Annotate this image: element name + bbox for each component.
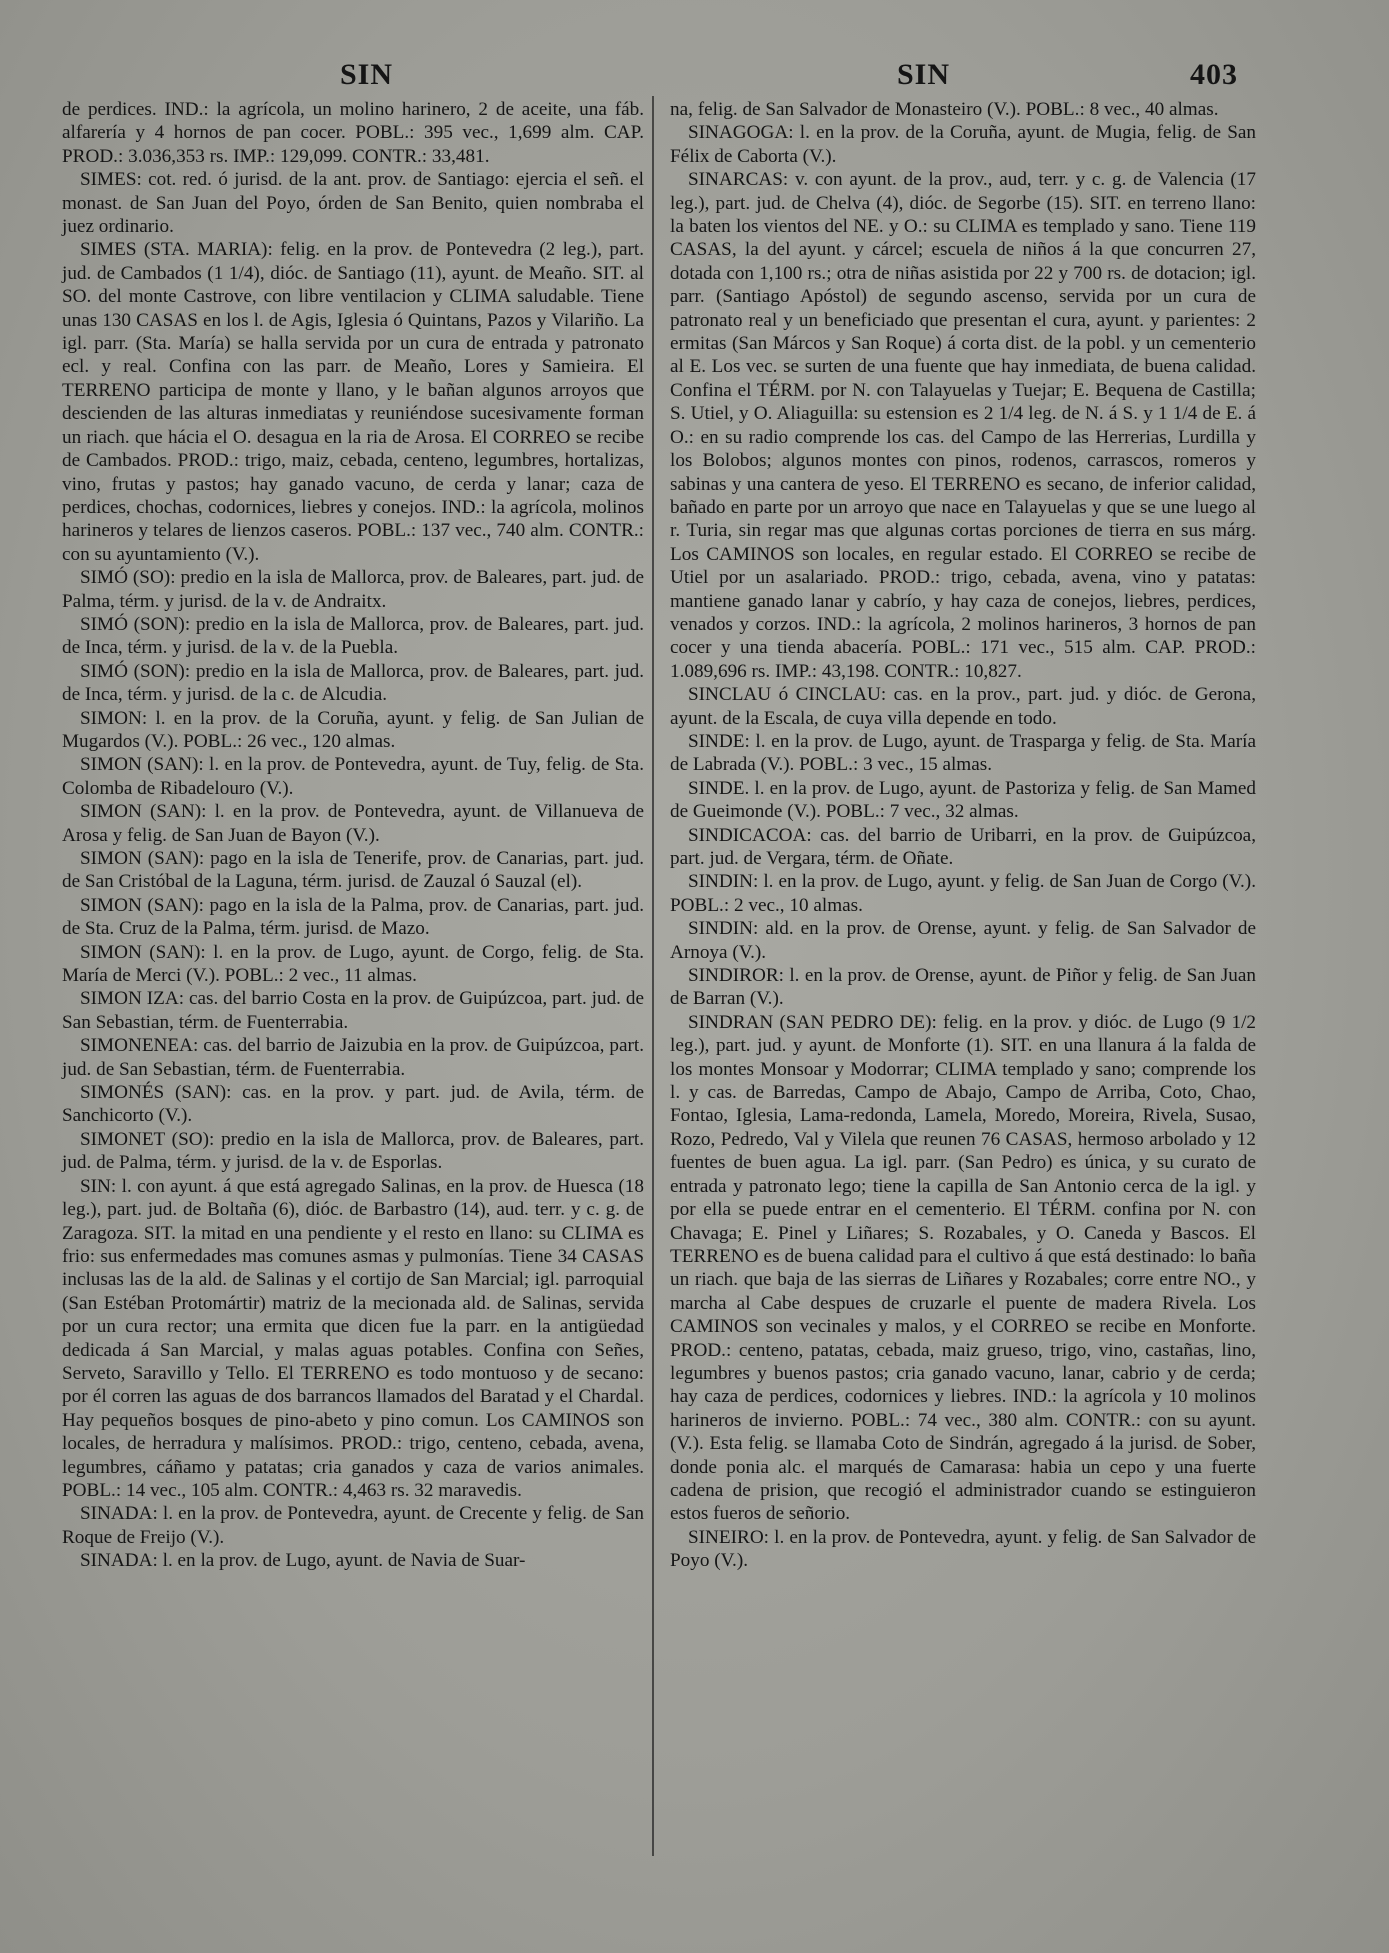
entry-sindiror: SINDIROR: l. en la prov. de Orense, ayunt. de Piñor y felig. de San Juan de Barran (V.).	[670, 965, 1256, 1010]
entry-sindran: SINDRAN (SAN PEDRO DE): felig. en la prov. y dióc. de Lugo (9 1/2 leg.), part. jud. y ayunt. de Monforte (1). SIT. en una llanura á la falda de los montes Monsoar y Modorrar; CLIMA templado y sano; comprende los l. y cas. de Barredas, Campo de Abajo, Campo de Arriba, Coto, Chao, Fontao, Iglesia, Lama-redonda, Lamela, Moredo, Moreira, Rivela, Susao, Rozo, Pedredo, Val y Vilela que reunen 76 CASAS, hermoso arbolado y 12 fuentes de buen agua. La igl. parr. (San Pedro) es única, y su curato de entrada y patronato lego; tiene la capilla de San Antonio cerca de la igl. y por ella se puede entrar en el cementerio. El TÉRM. confina por N. con Chavaga; E. Pinel y Liñares; S. Rozabales, y O. Caneda y Bascos. El TERRENO es de buena calidad para el cultivo á que está destinado: lo baña un riach. que baja de las sierras de Liñares y Rozabales; corre entre NO., y marcha al Cabe despues de cruzarle el puente de madera Rivela. Los CAMINOS son vecinales y malos, y el CORREO se recibe en Monforte. PROD.: centeno, patatas, cebada, maiz grueso, trigo, vino, castañas, lino, legumbres y buenos pastos; cria ganado vacuno, lanar, cabrio y de cerda; hay caza de perdices, codornices y liebres. IND.: la agrícola y 10 molinos harineros de invierno. POBL.: 74 vec., 380 alm. CONTR.: con su ayunt. (V.). Esta felig. se llamaba Coto de Sindrán, agregado á la jurisd. de Sober, donde ponia alc. el marqués de Camarasa: habia un cepo y una fuerte cadena de prision, que recogió el administrador cuando se estinguieron estos fueros de señorio.	[670, 1011, 1256, 1525]
entry-simo-son-alcudia: SIMÓ (SON): predio en la isla de Mallorca, prov. de Baleares, part. jud. de Inca, térm. y jurisd. de la c. de Alcudia.	[62, 660, 644, 706]
entry-simo-son-puebla: SIMÓ (SON): predio en la isla de Mallorca, prov. de Baleares, part. jud. de Inca, térm. y jurisd. de la v. de la Puebla.	[62, 613, 644, 659]
header-left-word: SIN	[340, 58, 394, 91]
entry-simon-iza: SIMON IZA: cas. del barrio Costa en la prov. de Guipúzcoa, part. jud. de San Sebastian, térm. de Fuenterrabia.	[62, 988, 644, 1033]
entry-sineiro: SINEIRO: l. en la prov. de Pontevedra, ayunt. y felig. de San Salvador de Poyo (V.).	[670, 1526, 1256, 1572]
entry-simones: SIMONÉS (SAN): cas. en la prov. y part. jud. de Avila, térm. de Sanchicorto (V.).	[62, 1082, 644, 1127]
right-column	[670, 98, 1256, 1573]
entry-sindin-lugo: SINDIN: l. en la prov. de Lugo, ayunt. y felig. de San Juan de Corgo (V.). POBL.: 2 vec., 10 almas.	[670, 871, 1256, 916]
entry-sindin-orense: SINDIN: ald. en la prov. de Orense, ayunt. y felig. de San Salvador de Arnoya (V.).	[670, 918, 1256, 963]
entry-simon-tuy: SIMON (SAN): l. en la prov. de Pontevedra, ayunt. de Tuy, felig. de Sta. Colomba de Ribadelouro (V.).	[62, 754, 644, 799]
header-right-word: SIN	[897, 58, 951, 91]
entry-simon-tenerife: SIMON (SAN): pago en la isla de Tenerife, prov. de Canarias, part. jud. de San Cristóbal de la Laguna, térm. jurisd. de Zauzal ó Sauzal (el).	[62, 848, 644, 893]
entry-sinarcas: SINARCAS: v. con ayunt. de la prov., aud, terr. y c. g. de Valencia (17 leg.), part. jud. de Chelva (4), dióc. de Segorbe (15). SIT. en terreno llano: la baten los vientos del NE. y O.: su CLIMA es templado y sano. Tiene 119 CASAS, la del ayunt. y cárcel; escuela de niños á la que concurren 27, dotada con 1,100 rs.; otra de niñas asistida por 22 y 700 rs. de dotacion; igl. parr. (Santiago Apóstol) de segundo ascenso, servida por un cura de patronato real y un beneficiado que presentan el cura, ayunt. y parientes: 2 ermitas (San Márcos y San Roque) á corta dist. de la pobl. y un cementerio al E. Los vec. se surten de una fuente que hay inmediata, de buena calidad. Confina el TÉRM. por N. con Talayuelas y Tuejar; E. Bequena de Castilla; S. Utiel, y O. Aliaguilla: su estension es 2 1/4 leg. de N. á S. y 1 1/4 de E. á O.: en su radio comprende los cas. del Campo de las Herrerias, Lurdilla y los Bolobos; algunos montes con pinos, rodenos, carrascos, romeros y sabinas y una cantera de yeso. El TERRENO es secano, de inferior calidad, bañado en parte por un arroyo que nace en Talayuelas y que se une luego al r. Turia, sin regar mas que algunas cortas porciones de tierra en sus márg. Los CAMINOS son locales, en regular estado. El CORREO se recibe de Utiel por un asalariado. PROD.: trigo, cebada, avena, vino y patatas: mantiene ganado lanar y cabrío, y hay caza de conejos, liebres, perdices, venados y corzos. IND.: la agrícola, 2 molinos harineros, 3 hornos de pan cocer y una tienda abacería. POBL.: 171 vec., 515 alm. CAP. PROD.: 1.089,696 rs. IMP.: 43,198. CONTR.: 10,827.	[670, 169, 1256, 682]
entry-sinagoga: SINAGOGA: l. en la prov. de la Coruña, ayunt. de Mugia, felig. de San Félix de Caborta (V.).	[670, 122, 1256, 167]
entry-simon-villanueva: SIMON (SAN): l. en la prov. de Pontevedra, ayunt. de Villanueva de Arosa y felig. de San Juan de Bayon (V.).	[62, 801, 644, 846]
entry-simon-palma: SIMON (SAN): pago en la isla de la Palma, prov. de Canarias, part. jud. de Sta. Cruz de la Palma, térm. jurisd. de Mazo.	[62, 894, 644, 940]
entry-sinde-trasparga: SINDE: l. en la prov. de Lugo, ayunt. de Trasparga y felig. de Sta. María de Labrada (V.). POBL.: 3 vec., 15 almas.	[670, 730, 1256, 776]
entry-simes: SIMES: cot. red. ó jurisd. de la ant. prov. de Santiago: ejercia el señ. el monast. de San Juan del Poyo, órden de San Benito, quien nombraba el juez ordinario.	[62, 169, 644, 238]
entry-sindicacoa: SINDICACOA: cas. del barrio de Uribarri, en la prov. de Guipúzcoa, part. jud. de Vergara, térm. de Oñate.	[670, 824, 1256, 869]
entry-simo-so: SIMÓ (SO): predio en la isla de Mallorca, prov. de Baleares, part. jud. de Palma, térm. y jurisd. de la v. de Andraitx.	[62, 567, 644, 612]
page-number: 403	[1190, 58, 1238, 91]
entry-sinde-pastoriza: SINDE. l. en la prov. de Lugo, ayunt. de Pastoriza y felig. de San Mamed de Gueimonde (V.). POBL.: 7 vec., 32 almas.	[670, 777, 1256, 823]
entry-continued: na, felig. de San Salvador de Monasteiro (V.). POBL.: 8 vec., 40 almas.	[670, 99, 1219, 120]
entry-sinada-lugo: SINADA: l. en la prov. de Lugo, ayunt. de Navia de Suar-	[80, 1550, 526, 1572]
left-column	[62, 98, 644, 1573]
entry-simonet: SIMONET (SO): predio en la isla de Mallorca, prov. de Baleares, part. jud. de Palma, térm. y jurisd. de la v. de Esporlas.	[62, 1128, 644, 1174]
entry-sinclau: SINCLAU ó CINCLAU: cas. en la prov., part. jud. y dióc. de Gerona, ayunt. de la Escala, de cuya villa depende en todo.	[670, 684, 1256, 729]
entry-sinada-pontevedra: SINADA: l. en la prov. de Pontevedra, ayunt. de Crecente y felig. de San Roque de Freijo (V.).	[62, 1503, 644, 1548]
entry-continued: de perdices. IND.: la agrícola, un molino harinero, 2 de aceite, una fáb. alfarería y 4 hornos de pan cocer. POBL.: 395 vec., 1,699 alm. CAP. PROD.: 3.036,353 rs. IMP.: 129,099. CONTR.: 33,481.	[62, 99, 644, 167]
column-divider	[652, 96, 654, 1856]
entry-simon-coruna: SIMON: l. en la prov. de la Coruña, ayunt. y felig. de San Julian de Mugardos (V.). POBL.: 26 vec., 120 almas.	[62, 707, 644, 752]
entry-simon-lugo: SIMON (SAN): l. en la prov. de Lugo, ayunt. de Corgo, felig. de Sta. María de Merci (V.). POBL.: 2 vec., 11 almas.	[62, 941, 644, 987]
entry-sin: SIN: l. con ayunt. á que está agregado Salinas, en la prov. de Huesca (18 leg.), part. jud. de Boltaña (6), dióc. de Barbastro (14), aud. terr. y c. g. de Zaragoza. SIT. la mitad en una pendiente y el resto en llano: su CLIMA es frio: sus enfermedades mas comunes asmas y pulmonías. Tiene 34 CASAS inclusas las de la ald. de Salinas y el cortijo de San Marcial; igl. parroquial (San Estéban Protomártir) matriz de la mecionada ald. de Salinas, servida por un cura rector; una ermita que dicen fue la parr. en la antigüedad dedicada á San Marcial, y malas aguas potables. Confina con Señes, Serveto, Saravillo y Tello. El TERRENO es todo montuoso y de secano: por él corren las aguas de dos barrancos llamados del Baratad y el Chardal. Hay pequeños bosques de pino-abeto y pino comun. Los CAMINOS son locales, de herradura y malísimos. PROD.: trigo, centeno, cebada, avena, legumbres, cáñamo y patatas; cria ganados y caza de varios animales. POBL.: 14 vec., 105 alm. CONTR.: 4,463 rs. 32 maravedis.	[62, 1175, 644, 1501]
entry-simes-sta-maria: SIMES (STA. MARIA): felig. en la prov. de Pontevedra (2 leg.), part. jud. de Cambados (1 1/4), dióc. de Santiago (11), ayunt. de Meaño. SIT. al SO. del monte Castrove, con libre ventilacion y CLIMA saludable. Tiene unas 130 CASAS en los l. de Agis, Iglesia ó Quintans, Pazos y Vilariño. La igl. parr. (Sta. María) se halla servida por un cura de entrada y patronato ecl. y real. Confina con las parr. de Meaño, Lores y Samieira. El TERRENO participa de monte y llano, y le bañan algunos arroyos que descienden de las alturas inmediatas y reuniéndose sucesivamente forman un riach. que hácia el O. desagua en la ria de Arosa. El CORREO se recibe de Cambados. PROD.: trigo, maiz, cebada, centeno, legumbres, hortalizas, vino, frutas y pastos; hay ganado vacuno, de cerda y lanar; caza de perdices, chochas, codornices, liebres y conejos. IND.: la agrícola, molinos harineros y telares de lienzos caseros. POBL.: 137 vec., 740 alm. CONTR.: con su ayuntamiento (V.).	[62, 239, 644, 565]
entry-simonenea: SIMONENEA: cas. del barrio de Jaizubia en la prov. de Guipúzcoa, part. jud. de San Sebastian, térm. de Fuenterrabia.	[62, 1035, 644, 1080]
